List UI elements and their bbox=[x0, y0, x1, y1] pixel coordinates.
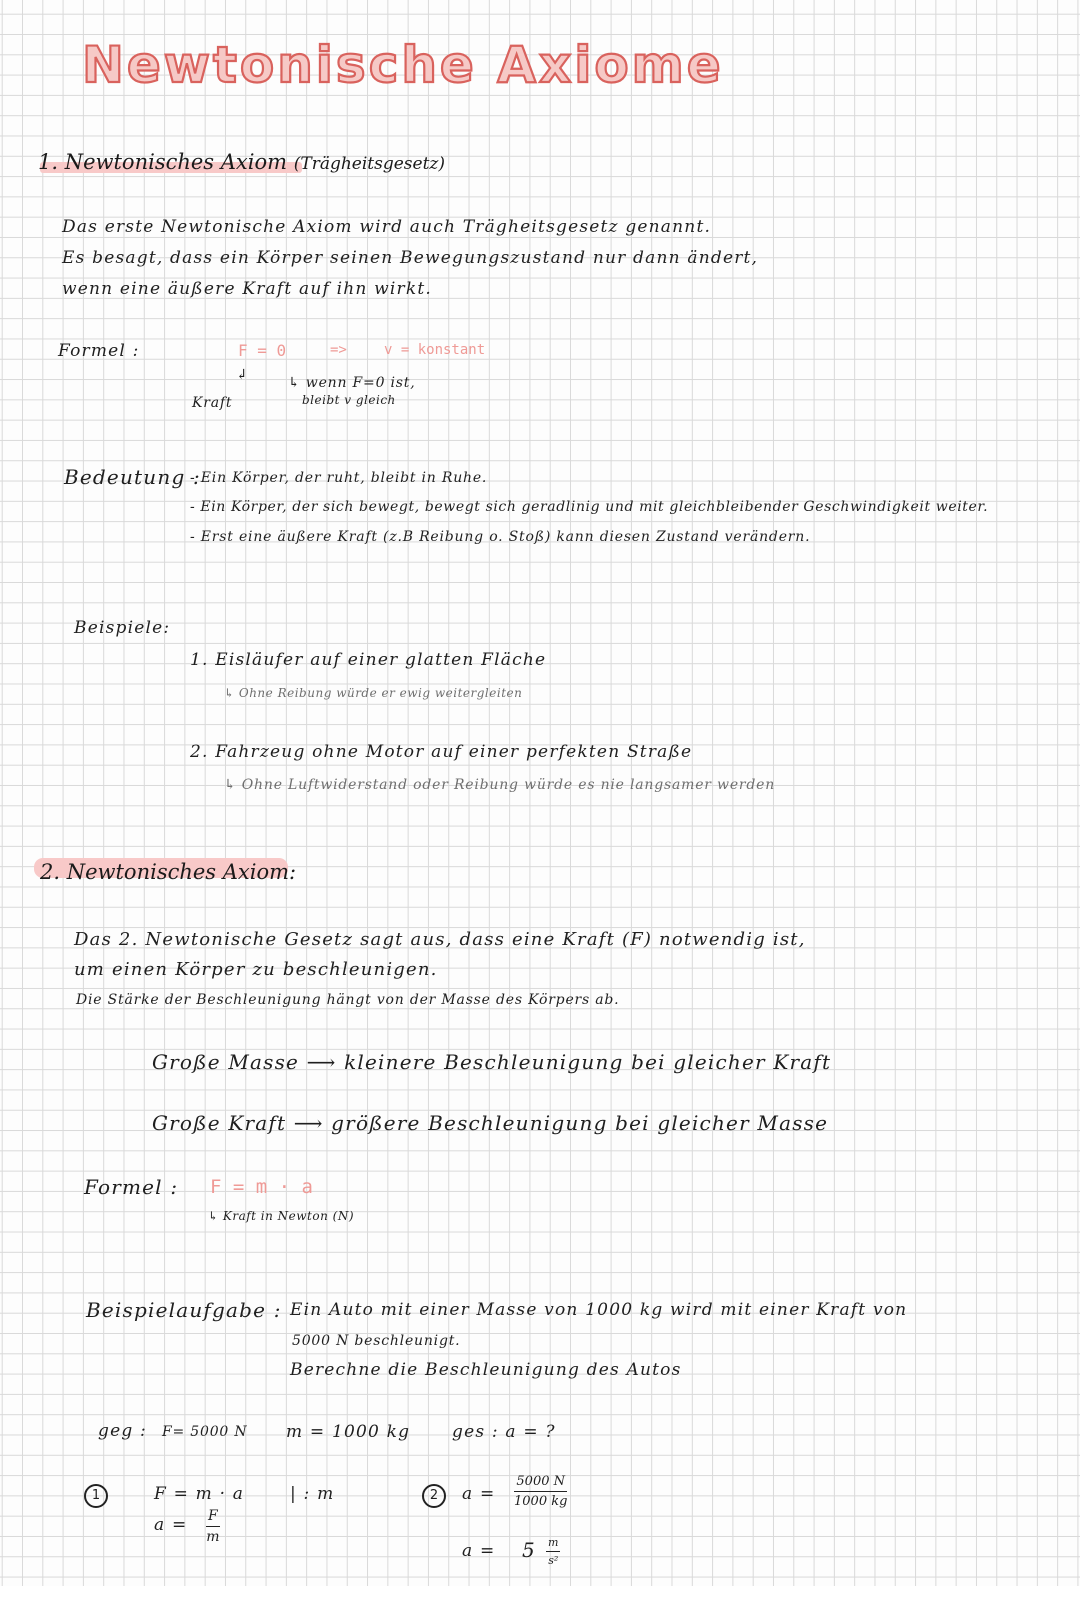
task-line: Berechne die Beschleunigung des Autos bbox=[290, 1360, 682, 1380]
section1-heading bbox=[38, 152, 445, 173]
result-unit bbox=[546, 1536, 560, 1567]
step1-equation: F = m · a bbox=[154, 1484, 245, 1504]
meaning-item: - Ein Körper, der ruht, bleibt in Ruhe. bbox=[190, 470, 488, 486]
formula-left: F = 0 bbox=[238, 341, 287, 360]
example-note: ↳ Ohne Luftwiderstand oder Reibung würde es nie langsamer werden bbox=[224, 777, 776, 793]
step-number-icon: 1 bbox=[84, 1484, 108, 1508]
task-line: 5000 N beschleunigt. bbox=[292, 1333, 461, 1349]
section1-heading-main: 1. Newtonisches Axiom bbox=[38, 150, 288, 174]
meaning-item: - Erst eine äußere Kraft (z.B Reibung o. Stoß) kann diesen Zustand verändern. bbox=[190, 529, 811, 545]
given-mass: m = 1000 kg bbox=[286, 1422, 411, 1442]
examples-label: Beispiele: bbox=[74, 618, 171, 638]
rule-line: Große Kraft ⟶ größere Beschleunigung bei gleicher Masse bbox=[152, 1111, 829, 1135]
given-label: geg : bbox=[98, 1421, 147, 1441]
formula-label: Formel : bbox=[84, 1175, 179, 1199]
example-title: 2. Fahrzeug ohne Motor auf einer perfekten Straße bbox=[190, 742, 693, 762]
step-number-icon: 2 bbox=[422, 1484, 446, 1508]
result-prefix: a = bbox=[462, 1541, 496, 1561]
fraction-numerator: F bbox=[206, 1508, 220, 1527]
meaning-label: Bedeutung : bbox=[64, 465, 201, 489]
section1-intro-line: Das erste Newtonische Axiom wird auch Trägheitsgesetz genannt. bbox=[62, 217, 712, 237]
task-label: Beispielaufgabe : bbox=[86, 1298, 282, 1322]
formula-note: bleibt v gleich bbox=[302, 393, 396, 407]
page-title: Newtonische Axiome bbox=[82, 36, 724, 94]
step2-prefix: a = bbox=[462, 1484, 496, 1504]
meaning-item: - Ein Körper, der sich bewegt, bewegt sich geradlinig und mit gleichbleibender Geschwindigkeit weiter. bbox=[190, 499, 989, 515]
given-force: F= 5000 N bbox=[162, 1424, 248, 1440]
example-title: 1. Eisläufer auf einer glatten Fläche bbox=[190, 650, 547, 670]
step2-fraction bbox=[514, 1474, 567, 1509]
example-note: ↳ Ohne Reibung würde er ewig weitergleiten bbox=[224, 686, 523, 700]
fraction-numerator: m bbox=[546, 1536, 560, 1552]
formula: F = m · a bbox=[210, 1176, 313, 1198]
formula-arrow: => bbox=[330, 342, 347, 358]
result-value: 5 bbox=[522, 1538, 536, 1562]
formula-note-kraft: Kraft bbox=[192, 395, 233, 411]
rule-line: Große Masse ⟶ kleinere Beschleunigung bei gleicher Kraft bbox=[152, 1050, 832, 1074]
section1-intro-line: wenn eine äußere Kraft auf ihn wirkt. bbox=[62, 279, 432, 299]
fraction-denominator: 1000 kg bbox=[514, 1494, 568, 1509]
section2-intro-line: Die Stärke der Beschleunigung hängt von der Masse des Körpers ab. bbox=[76, 992, 620, 1008]
section2-intro-line: um einen Körper zu beschleunigen. bbox=[74, 959, 438, 980]
wanted: ges : a = ? bbox=[452, 1422, 556, 1442]
fraction-denominator: m bbox=[206, 1529, 220, 1545]
section2-intro-line: Das 2. Newtonische Gesetz sagt aus, dass eine Kraft (F) notwendig ist, bbox=[74, 929, 806, 950]
step1-result-prefix: a = bbox=[154, 1515, 188, 1535]
step1-fraction bbox=[206, 1508, 220, 1545]
fraction-denominator: s² bbox=[548, 1554, 559, 1567]
fraction-numerator: 5000 N bbox=[514, 1474, 567, 1492]
section2-heading: 2. Newtonisches Axiom: bbox=[40, 860, 297, 884]
arrow-down-icon: ↲ bbox=[236, 367, 249, 383]
section1-heading-sub: (Trägheitsgesetz) bbox=[293, 154, 445, 174]
formula-label: Formel : bbox=[58, 341, 140, 361]
formula-note: ↳ wenn F=0 ist, bbox=[288, 375, 416, 391]
formula-right: v = konstant bbox=[384, 342, 486, 358]
section1-intro-line: Es besagt, dass ein Körper seinen Bewegungszustand nur dann ändert, bbox=[62, 248, 759, 268]
step1-operation: | : m bbox=[290, 1484, 335, 1504]
formula-note: ↳ Kraft in Newton (N) bbox=[208, 1209, 355, 1223]
task-line: Ein Auto mit einer Masse von 1000 kg wird mit einer Kraft von bbox=[290, 1300, 908, 1320]
